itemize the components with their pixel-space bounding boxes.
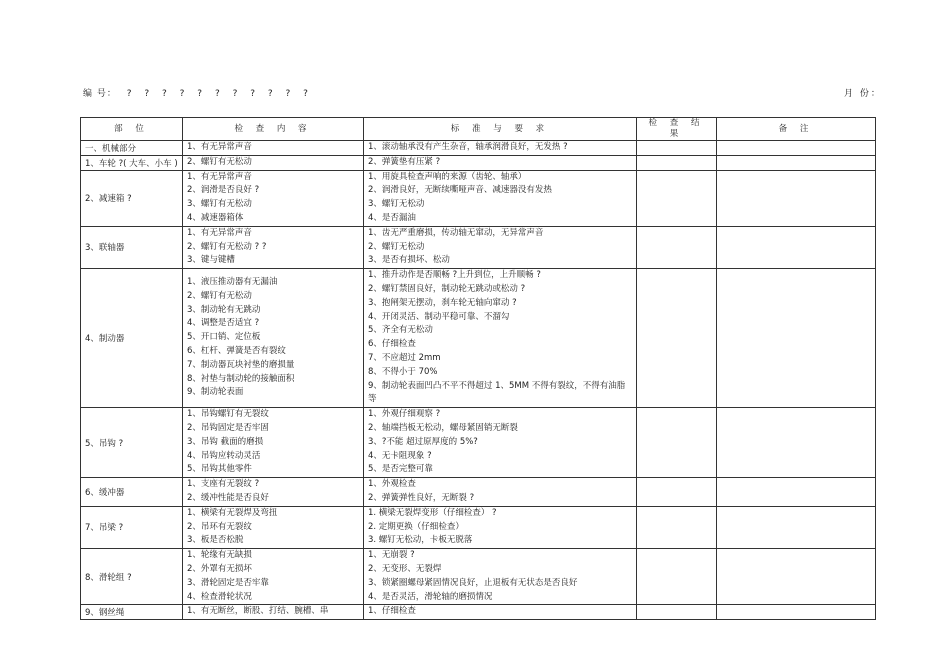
result-cell[interactable] (637, 155, 717, 170)
standard-requirement-cell (364, 478, 637, 507)
standard-requirement-cell (364, 155, 637, 170)
inspection-part: 7、吊梁 ? (81, 506, 183, 548)
inspection-item: 6、杠杆、弹簧是否有裂纹 (187, 346, 286, 357)
result-cell[interactable] (637, 506, 717, 548)
inspection-part: 9、钢丝绳 (81, 605, 183, 620)
inspection-item: 4、检查滑轮状况 (187, 591, 252, 602)
remarks-cell[interactable] (717, 155, 876, 170)
inspection-item: 2、润滑是否良好 ? (187, 185, 260, 196)
table-row (81, 506, 876, 548)
requirement-item: 1、推升动作是否顺畅 ?上升到位，上升顺畅 ? (368, 270, 541, 281)
column-header-content: 检 查 内 容 (183, 118, 364, 141)
requirement-item: 5、齐全有无松动 (368, 325, 433, 336)
requirement-item: 1、外观检查 (368, 479, 416, 490)
inspection-part: 一、机械部分 (81, 141, 183, 156)
requirement-item: 4、开闭灵活、制动平稳可靠、不溜勾 (368, 311, 510, 322)
requirement-item: 4、无卡阻现象 ? (368, 450, 432, 461)
remarks-cell[interactable] (717, 269, 876, 408)
inspection-item: 9、制动轮表面 (187, 387, 244, 398)
inspection-item: 1、横梁有无裂焊及弯扭 (187, 507, 278, 518)
inspection-item: 1、有无异常声音 (187, 142, 252, 152)
column-header-standard: 标 准 与 要 求 (364, 118, 637, 141)
serial-number (83, 86, 313, 102)
inspection-content-cell (183, 478, 364, 507)
standard-requirement-cell (364, 170, 637, 226)
inspection-item: 1、支座有无裂纹 ? (187, 479, 260, 490)
requirement-item: 7、不应超过 2mm (368, 352, 441, 363)
inspection-content-cell (183, 549, 364, 605)
month-label: 月 份： (844, 89, 882, 99)
inspection-item: 5、吊钩其他零件 (187, 464, 252, 475)
inspection-content-cell (183, 269, 364, 408)
column-header-result: 检 查 结 果 (637, 118, 717, 141)
inspection-item: 2、螺钉有无松动 (187, 156, 252, 167)
inspection-item: 1、轮缘有无缺损 (187, 550, 252, 561)
requirement-item: 2、螺钉禁固良好，制动轮无跳动或松动 ? (368, 283, 526, 294)
result-cell[interactable] (637, 605, 717, 620)
table-row (81, 549, 876, 605)
requirement-item: 6、仔细检查 (368, 339, 416, 350)
requirement-item: 9、制动轮表面凹凸不平不得超过 1、5MM 不得有裂纹，不得有油脂等 (368, 380, 626, 405)
requirement-item: 3、抱闸架无摆动，刹车轮无轴向窜动 ? (368, 297, 517, 308)
table-row (81, 269, 876, 408)
remarks-cell[interactable] (717, 226, 876, 268)
requirement-item: 2、弹簧垫有压紧 ? (368, 156, 441, 167)
inspection-content-cell (183, 155, 364, 170)
serial-label: 编 号： (83, 89, 117, 99)
inspection-item: 2、缓冲性能是否良好 (187, 492, 269, 503)
remarks-cell[interactable] (717, 506, 876, 548)
result-cell[interactable] (637, 269, 717, 408)
result-cell[interactable] (637, 478, 717, 507)
inspection-item: 3、制动轮有无跳动 (187, 304, 261, 315)
standard-requirement-cell (364, 226, 637, 268)
inspection-item: 1、有无断丝，断股、打结、腕槽、串 (187, 606, 329, 617)
requirement-item: 1、齿无严重磨损，传动轴无窜动，无异常声音 (368, 227, 544, 238)
requirement-item: 3、锁紧圈螺母紧固情况良好，止退板有无状态是否良好 (368, 577, 578, 588)
inspection-item: 2、螺钉有无松动 (187, 290, 252, 301)
requirement-item: 2、弹簧弹性良好，无断裂 ? (368, 492, 475, 503)
inspection-item: 3、螺钉有无松动 (187, 199, 252, 210)
requirement-item: 4、是否漏油 (368, 212, 416, 223)
requirement-item: 3、?不能 超过原厚度的 5%? (368, 436, 478, 447)
document-header (0, 86, 950, 102)
inspection-item: 2、吊钩固定是否牢固 (187, 422, 269, 433)
table-row (81, 155, 876, 170)
result-cell[interactable] (637, 170, 717, 226)
requirement-item: 3、螺钉无松动 (368, 199, 425, 210)
inspection-item: 4、调整是否适宜 ? (187, 318, 260, 329)
table-row (81, 170, 876, 226)
result-cell[interactable] (637, 408, 717, 478)
standard-requirement-cell (364, 269, 637, 408)
inspection-item: 1、液压推动器有无漏油 (187, 277, 278, 288)
remarks-cell[interactable] (717, 170, 876, 226)
inspection-item: 1、吊钩螺钉有无裂纹 (187, 409, 269, 420)
remarks-cell[interactable] (717, 478, 876, 507)
inspection-item: 4、吊钩应转动灵活 (187, 450, 261, 461)
inspection-content-cell (183, 605, 364, 620)
requirement-item: 1、外观仔细观察 ? (368, 409, 441, 420)
requirement-item: 2、轴端挡板无松动，螺母紧固销无断裂 (368, 422, 518, 433)
inspection-item: 3、板是否松脱 (187, 535, 244, 546)
inspection-part: 2、减速箱 ? (81, 170, 183, 226)
requirement-item: 1、无崩裂 ? (368, 550, 415, 561)
inspection-part: 3、联轴器 (81, 226, 183, 268)
inspection-item: 2、外罩有无损坏 (187, 563, 252, 574)
inspection-part: 1、车轮 ?( 大车、小车 ) (81, 155, 183, 170)
inspection-item: 5、开口销、定位板 (187, 332, 261, 343)
inspection-part: 5、吊钩 ? (81, 408, 183, 478)
inspection-content-cell (183, 408, 364, 478)
requirement-item: 2、润滑良好，无断续嘶哑声音、减速器没有发热 (368, 185, 552, 196)
standard-requirement-cell (364, 141, 637, 156)
inspection-item: 8、衬垫与制动轮的接触面积 (187, 373, 295, 384)
table-row (81, 605, 876, 620)
inspection-item: 3、吊钩 截面的磨损 (187, 436, 264, 447)
inspection-content-cell (183, 226, 364, 268)
inspection-item: 1、有无异常声音 (187, 171, 252, 182)
inspection-part: 8、滑轮组 ? (81, 549, 183, 605)
table-row (81, 226, 876, 268)
requirement-item: 3、是否有损坏、松动 (368, 255, 450, 266)
remarks-cell[interactable] (717, 605, 876, 620)
table-row (81, 478, 876, 507)
inspection-item: 1、有无异常声音 (187, 227, 252, 238)
requirement-item: 8、不得小于 70% (368, 366, 438, 377)
inspection-content-cell (183, 141, 364, 156)
inspection-part: 4、制动器 (81, 269, 183, 408)
serial-value: ? ? ? ? ? ? ? ? ? ? ? (126, 89, 313, 99)
inspection-part: 6、缓冲器 (81, 478, 183, 507)
table-body (81, 141, 876, 620)
result-cell[interactable] (637, 141, 717, 156)
inspection-content-cell (183, 170, 364, 226)
result-cell[interactable] (637, 226, 717, 268)
inspection-item: 7、制动器瓦块衬垫的磨损量 (187, 359, 295, 370)
requirement-item: 2、无变形、无裂焊 (368, 563, 442, 574)
standard-requirement-cell (364, 549, 637, 605)
inspection-content-cell (183, 506, 364, 548)
requirement-item: 1、滚动轴承没有产生杂音，轴承润滑良好，无发热 ? (368, 142, 568, 152)
inspection-item: 3、滑轮固定是否牢靠 (187, 577, 269, 588)
remarks-cell[interactable] (717, 408, 876, 478)
table-row (81, 141, 876, 156)
inspection-item: 2、吊环有无裂纹 (187, 521, 252, 532)
inspection-table (80, 117, 876, 620)
column-header-part: 部 位 (81, 118, 183, 141)
inspection-item: 2、螺钉有无松动 ? ? (187, 241, 267, 252)
table-row (81, 408, 876, 478)
requirement-item: 4、是否灵活，滑轮轴的磨损情况 (368, 591, 493, 602)
requirement-item: 2、螺钉无松动 (368, 241, 425, 252)
inspection-item: 3、键与键槽 (187, 255, 235, 266)
requirement-item: 1. 横梁无裂焊变形（仔细检查） ? (368, 507, 497, 518)
requirement-item: 2. 定期更换（仔细检查） (368, 521, 464, 532)
inspection-item: 4、减速器箱体 (187, 212, 244, 223)
standard-requirement-cell (364, 506, 637, 548)
table-header-row (81, 118, 876, 141)
column-header-remarks: 备 注 (717, 118, 876, 141)
remarks-cell[interactable] (717, 549, 876, 605)
requirement-item: 5、是否完整可靠 (368, 464, 433, 475)
result-cell[interactable] (637, 549, 717, 605)
requirement-item: 1、仔细检查 (368, 606, 416, 617)
remarks-cell[interactable] (717, 141, 876, 156)
standard-requirement-cell (364, 605, 637, 620)
requirement-item: 3. 螺钉无松动，卡板无脱落 (368, 535, 473, 546)
standard-requirement-cell (364, 408, 637, 478)
requirement-item: 1、用旋具检查声响的来源（齿轮、轴承） (368, 171, 527, 182)
